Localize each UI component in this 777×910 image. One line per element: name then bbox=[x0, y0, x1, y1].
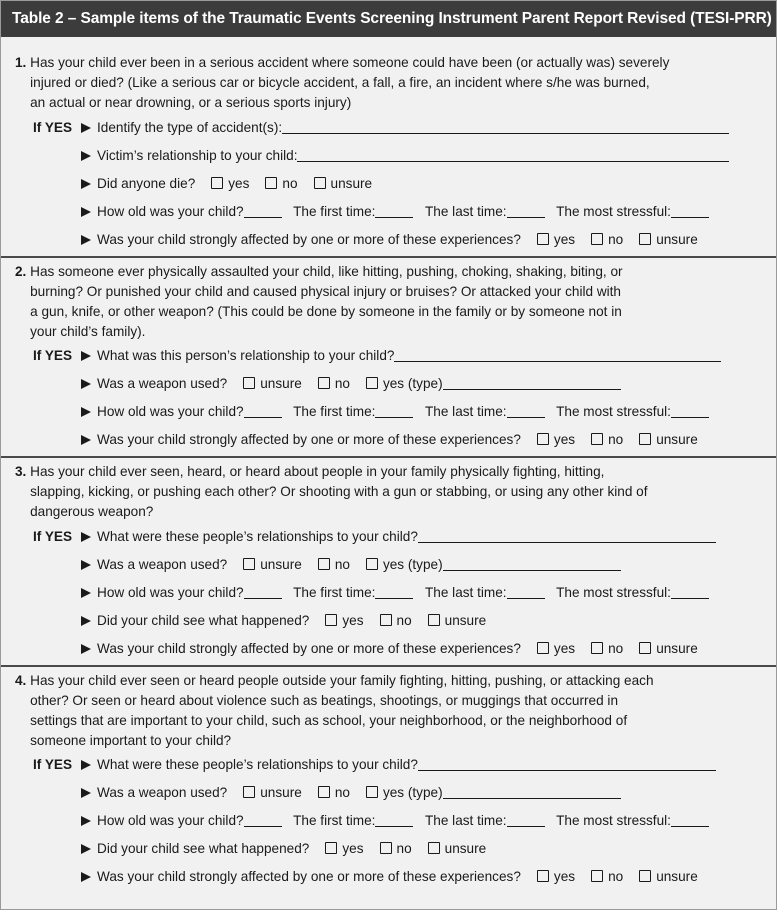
question-line: settings that are important to your child, such as school, your neighborhood, or the neighborhood of bbox=[30, 713, 628, 728]
checkbox-yes-type[interactable] bbox=[366, 377, 378, 389]
affected-label: Was your child strongly affected by one or more of these experiences? bbox=[97, 232, 521, 247]
checkbox-unsure[interactable] bbox=[314, 177, 326, 189]
checkbox-yes[interactable] bbox=[537, 870, 549, 882]
last-time-field[interactable] bbox=[507, 203, 545, 218]
checkbox-unsure[interactable] bbox=[243, 786, 255, 798]
last-time-label: The last time: bbox=[424, 813, 507, 828]
opt-yes-type-label: yes (type) bbox=[382, 376, 443, 391]
opt-yes-label: yes bbox=[553, 432, 576, 447]
opt-unsure-label: unsure bbox=[260, 376, 302, 391]
section-divider bbox=[1, 456, 776, 458]
first-time-field[interactable] bbox=[375, 203, 413, 218]
q1-die-row bbox=[81, 174, 372, 194]
affected-label: Was your child strongly affected by one or more of these experiences? bbox=[97, 432, 521, 447]
opt-no-label: no bbox=[396, 613, 412, 628]
arrow-icon bbox=[81, 123, 91, 133]
q3-age-row bbox=[81, 583, 709, 603]
checkbox-unsure[interactable] bbox=[639, 233, 651, 245]
checkbox-unsure[interactable] bbox=[243, 558, 255, 570]
how-old-field[interactable] bbox=[244, 584, 282, 599]
question-1-text bbox=[15, 53, 760, 113]
weapon-type-field[interactable] bbox=[443, 556, 621, 571]
question-line: your child’s family). bbox=[30, 324, 146, 339]
opt-no-label: no bbox=[608, 869, 624, 884]
question-number: 2. bbox=[15, 264, 27, 279]
first-time-label: The first time: bbox=[293, 585, 376, 600]
most-stressful-field[interactable] bbox=[671, 584, 709, 599]
most-stressful-label: The most stressful: bbox=[556, 585, 671, 600]
q2-weapon-row bbox=[81, 374, 621, 394]
q1-identify-label: Identify the type of accident(s): bbox=[97, 120, 283, 135]
question-line: a gun, knife, or other weapon? (This could be done by someone in the family or by someone not in bbox=[30, 304, 622, 319]
opt-no-label: no bbox=[334, 376, 350, 391]
opt-unsure-label: unsure bbox=[656, 232, 698, 247]
last-time-label: The last time: bbox=[424, 204, 507, 219]
if-yes-label: If YES bbox=[33, 529, 73, 544]
q2-age-row bbox=[81, 402, 709, 422]
opt-unsure-label: unsure bbox=[444, 613, 487, 628]
affected-label: Was your child strongly affected by one or more of these experiences? bbox=[97, 869, 521, 884]
q3-relationship-label: What were these people’s relationships to your child? bbox=[97, 529, 418, 544]
table-title: Table 2 – Sample items of the Traumatic Events Screening Instrument Parent Report Revised (TESI-PRR) bbox=[1, 1, 776, 37]
opt-yes-label: yes bbox=[553, 232, 576, 247]
most-stressful-field[interactable] bbox=[671, 403, 709, 418]
last-time-field[interactable] bbox=[507, 812, 545, 827]
most-stressful-field[interactable] bbox=[671, 203, 709, 218]
if-yes-label: If YES bbox=[33, 120, 73, 135]
checkbox-yes-type[interactable] bbox=[366, 558, 378, 570]
q1-identify-row bbox=[81, 118, 729, 138]
q1-victim-label: Victim’s relationship to your child: bbox=[97, 148, 298, 163]
checkbox-unsure[interactable] bbox=[428, 842, 440, 854]
arrow-icon bbox=[81, 588, 91, 598]
how-old-label: How old was your child? bbox=[97, 404, 244, 419]
arrow-icon bbox=[81, 872, 91, 882]
opt-unsure-label: unsure bbox=[656, 432, 698, 447]
arrow-icon bbox=[81, 532, 91, 542]
q1-affected-row bbox=[81, 230, 698, 250]
q2-relationship-label: What was this person’s relationship to your child? bbox=[97, 348, 395, 363]
most-stressful-label: The most stressful: bbox=[556, 404, 671, 419]
checkbox-yes-type[interactable] bbox=[366, 786, 378, 798]
most-stressful-label: The most stressful: bbox=[556, 813, 671, 828]
arrow-icon bbox=[81, 788, 91, 798]
checkbox-no[interactable] bbox=[318, 377, 330, 389]
checkbox-yes[interactable] bbox=[325, 614, 337, 626]
last-time-field[interactable] bbox=[507, 403, 545, 418]
opt-yes-label: yes bbox=[553, 641, 576, 656]
checkbox-yes[interactable] bbox=[537, 642, 549, 654]
opt-no-label: no bbox=[334, 785, 350, 800]
question-2-text bbox=[15, 262, 760, 342]
how-old-field[interactable] bbox=[244, 203, 282, 218]
question-line: burning? Or punished your child and caused physical injury or bruises? Or attacked your child with bbox=[30, 284, 621, 299]
section-divider bbox=[1, 665, 776, 667]
q4-affected-row bbox=[81, 867, 698, 887]
question-line: injured or died? (Like a serious car or bicycle accident, a fall, a fire, an incident where s/he was burned, bbox=[30, 75, 650, 90]
checkbox-no[interactable] bbox=[265, 177, 277, 189]
checkbox-no[interactable] bbox=[591, 870, 603, 882]
question-3-text bbox=[15, 462, 760, 522]
checkbox-no[interactable] bbox=[318, 786, 330, 798]
most-stressful-label: The most stressful: bbox=[556, 204, 671, 219]
q1-victim-row bbox=[81, 146, 729, 166]
checkbox-unsure[interactable] bbox=[639, 642, 651, 654]
checkbox-unsure[interactable] bbox=[428, 614, 440, 626]
weapon-label: Was a weapon used? bbox=[97, 376, 228, 391]
arrow-icon bbox=[81, 379, 91, 389]
opt-no-label: no bbox=[608, 432, 624, 447]
arrow-icon bbox=[81, 644, 91, 654]
opt-no-label: no bbox=[282, 176, 298, 191]
q3-weapon-row bbox=[81, 555, 621, 575]
see-label: Did your child see what happened? bbox=[97, 841, 310, 856]
question-4-text bbox=[15, 671, 760, 751]
how-old-field[interactable] bbox=[244, 812, 282, 827]
arrow-icon bbox=[81, 407, 91, 417]
q4-relationship-field[interactable] bbox=[418, 756, 716, 771]
q3-see-row bbox=[81, 611, 486, 631]
most-stressful-field[interactable] bbox=[671, 812, 709, 827]
question-line: Has your child ever been in a serious accident where someone could have been (or actually was) severely bbox=[30, 55, 670, 70]
opt-unsure-label: unsure bbox=[260, 785, 302, 800]
q3-relationship-field[interactable] bbox=[418, 528, 716, 543]
question-line: other? Or seen or heard about violence such as beatings, shootings, or muggings that occurred in bbox=[30, 693, 619, 708]
weapon-label: Was a weapon used? bbox=[97, 785, 228, 800]
arrow-icon bbox=[81, 207, 91, 217]
first-time-field[interactable] bbox=[375, 584, 413, 599]
last-time-label: The last time: bbox=[424, 585, 507, 600]
arrow-icon bbox=[81, 760, 91, 770]
q4-relationship-row bbox=[81, 755, 716, 775]
opt-yes-label: yes bbox=[342, 613, 364, 628]
q1-age-row bbox=[81, 202, 709, 222]
checkbox-unsure[interactable] bbox=[243, 377, 255, 389]
checkbox-yes[interactable] bbox=[325, 842, 337, 854]
question-number: 1. bbox=[15, 55, 27, 70]
if-yes-label: If YES bbox=[33, 348, 73, 363]
opt-yes-type-label: yes (type) bbox=[382, 785, 443, 800]
checkbox-no[interactable] bbox=[591, 433, 603, 445]
q4-weapon-row bbox=[81, 783, 621, 803]
arrow-icon bbox=[81, 844, 91, 854]
q3-affected-row bbox=[81, 639, 698, 659]
q4-age-row bbox=[81, 811, 709, 831]
arrow-icon bbox=[81, 179, 91, 189]
checkbox-no[interactable] bbox=[591, 642, 603, 654]
opt-no-label: no bbox=[608, 232, 624, 247]
q2-relationship-row bbox=[81, 346, 721, 366]
q4-see-row bbox=[81, 839, 486, 859]
q1-die-label: Did anyone die? bbox=[97, 176, 196, 191]
opt-yes-type-label: yes (type) bbox=[382, 557, 443, 572]
checkbox-yes[interactable] bbox=[537, 433, 549, 445]
question-line: Has someone ever physically assaulted your child, like hitting, pushing, choking, shaking, biting, or bbox=[30, 264, 623, 279]
last-time-field[interactable] bbox=[507, 584, 545, 599]
last-time-label: The last time: bbox=[424, 404, 507, 419]
opt-unsure-label: unsure bbox=[260, 557, 302, 572]
opt-yes-label: yes bbox=[228, 176, 250, 191]
opt-unsure-label: unsure bbox=[656, 641, 698, 656]
question-line: someone important to your child? bbox=[30, 733, 232, 748]
arrow-icon bbox=[81, 816, 91, 826]
checkbox-unsure[interactable] bbox=[639, 433, 651, 445]
arrow-icon bbox=[81, 435, 91, 445]
opt-no-label: no bbox=[608, 641, 624, 656]
how-old-field[interactable] bbox=[244, 403, 282, 418]
question-number: 3. bbox=[15, 464, 27, 479]
first-time-label: The first time: bbox=[293, 813, 376, 828]
weapon-type-field[interactable] bbox=[443, 784, 621, 799]
first-time-label: The first time: bbox=[293, 204, 376, 219]
opt-yes-label: yes bbox=[553, 869, 576, 884]
if-yes-label: If YES bbox=[33, 757, 73, 772]
first-time-label: The first time: bbox=[293, 404, 376, 419]
first-time-field[interactable] bbox=[375, 403, 413, 418]
question-line: Has your child ever seen or heard people outside your family fighting, hitting, pushing, or attacking each bbox=[30, 673, 654, 688]
opt-no-label: no bbox=[334, 557, 350, 572]
opt-unsure-label: unsure bbox=[330, 176, 373, 191]
opt-unsure-label: unsure bbox=[656, 869, 698, 884]
checkbox-unsure[interactable] bbox=[639, 870, 651, 882]
affected-label: Was your child strongly affected by one or more of these experiences? bbox=[97, 641, 521, 656]
question-number: 4. bbox=[15, 673, 27, 688]
arrow-icon bbox=[81, 151, 91, 161]
q2-relationship-field[interactable] bbox=[394, 347, 721, 362]
first-time-field[interactable] bbox=[375, 812, 413, 827]
arrow-icon bbox=[81, 351, 91, 361]
opt-unsure-label: unsure bbox=[444, 841, 487, 856]
arrow-icon bbox=[81, 616, 91, 626]
opt-yes-label: yes bbox=[342, 841, 364, 856]
q4-relationship-label: What were these people’s relationships to your child? bbox=[97, 757, 418, 772]
checkbox-no[interactable] bbox=[591, 233, 603, 245]
question-line: dangerous weapon? bbox=[30, 504, 154, 519]
q1-identify-field[interactable] bbox=[282, 119, 729, 134]
weapon-label: Was a weapon used? bbox=[97, 557, 228, 572]
arrow-icon bbox=[81, 235, 91, 245]
how-old-label: How old was your child? bbox=[97, 813, 244, 828]
how-old-label: How old was your child? bbox=[97, 585, 244, 600]
checkbox-yes[interactable] bbox=[537, 233, 549, 245]
question-line: an actual or near drowning, or a serious sports injury) bbox=[30, 95, 352, 110]
q1-victim-field[interactable] bbox=[297, 147, 729, 162]
checkbox-yes[interactable] bbox=[211, 177, 223, 189]
checkbox-no[interactable] bbox=[318, 558, 330, 570]
section-divider bbox=[1, 256, 776, 258]
see-label: Did your child see what happened? bbox=[97, 613, 310, 628]
weapon-type-field[interactable] bbox=[443, 375, 621, 390]
checkbox-no[interactable] bbox=[380, 842, 392, 854]
arrow-icon bbox=[81, 560, 91, 570]
question-line: Has your child ever seen, heard, or heard about people in your family physically fighting, hitting, bbox=[30, 464, 605, 479]
q3-relationship-row bbox=[81, 527, 716, 547]
checkbox-no[interactable] bbox=[380, 614, 392, 626]
how-old-label: How old was your child? bbox=[97, 204, 244, 219]
q2-affected-row bbox=[81, 430, 698, 450]
opt-no-label: no bbox=[396, 841, 412, 856]
question-line: slapping, kicking, or pushing each other? Or shooting with a gun or stabbing, or using any other kind of bbox=[30, 484, 648, 499]
